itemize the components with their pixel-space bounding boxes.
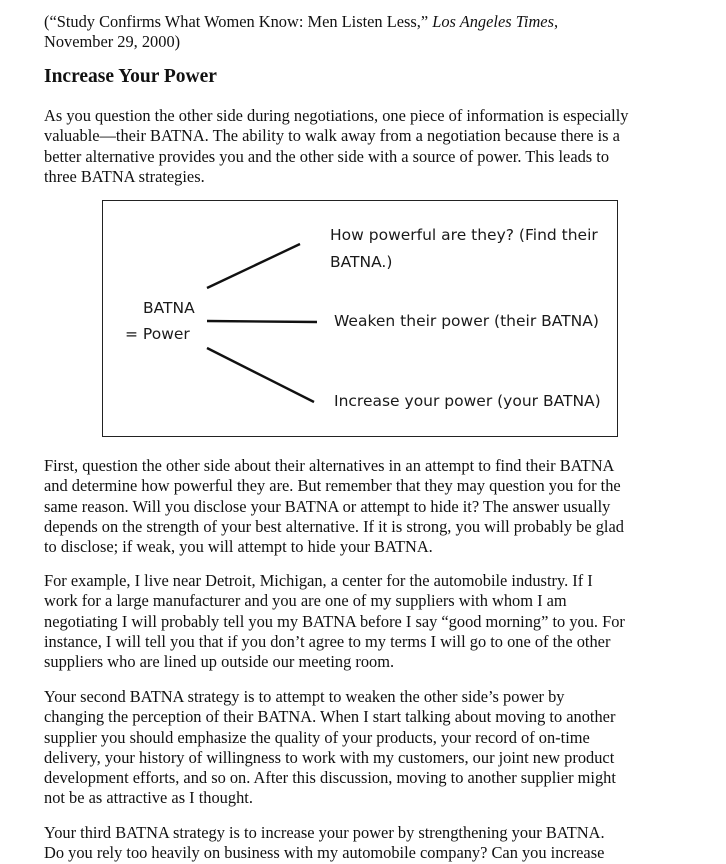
paragraph-line: suppliers who are lined up outside our meeting room. — [44, 652, 395, 672]
paragraph-line: supplier you should emphasize the quality of your products, your record of on-time — [44, 727, 590, 747]
intro-line: better alternative provides you and the other side with a source of power. This leads to — [44, 146, 610, 166]
citation-title: (“Study Confirms What Women Know: Men Listen Less,” — [44, 12, 433, 31]
paragraph-line: delivery, your history of willingness to work with my customers, our joint new product — [44, 747, 615, 767]
intro-line: three BATNA strategies. — [44, 166, 205, 186]
power-label: = Power — [125, 325, 190, 343]
paragraph-2 — [44, 456, 684, 557]
paragraph-line: not be as attractive as I thought. — [44, 788, 253, 808]
branch-top-line2: BATNA.) — [330, 253, 393, 271]
paragraph-line: For example, I live near Detroit, Michigan, a center for the automobile industry. If I — [44, 571, 593, 590]
paragraph-3 — [44, 571, 684, 672]
intro-line: valuable—their BATNA. The ability to walk away from a negotiation because there is a — [44, 126, 620, 146]
citation-line-1 — [44, 12, 684, 32]
paragraph-line: negotiating I will probably tell you my BATNA before I say “good morning” to you. For — [44, 611, 625, 631]
citation-source: Los Angeles Times — [432, 12, 554, 31]
intro-paragraph — [44, 106, 684, 187]
citation — [44, 12, 684, 53]
paragraph-line: same reason. Will you disclose your BATNA or attempt to hide it? The answer usually — [44, 496, 611, 516]
paragraph-line: Your third BATNA strategy is to increase your power by strengthening your BATNA. — [44, 823, 605, 842]
paragraph-line: depends on the strength of your best alternative. If it is strong, you will probably be glad — [44, 516, 624, 536]
connector-top — [207, 244, 300, 288]
branch-middle: Weaken their power (their BATNA) — [334, 312, 599, 330]
paragraph-line: First, question the other side about their alternatives in an attempt to find their BATNA — [44, 456, 615, 475]
paragraph-line: to disclose; if weak, you will attempt to hide your BATNA. — [44, 537, 433, 557]
batna-label: BATNA — [143, 299, 195, 317]
branch-bottom: Increase your power (your BATNA) — [334, 392, 601, 410]
citation-comma: , — [553, 12, 559, 31]
branch-top-line1: How powerful are they? (Find their — [330, 226, 598, 244]
paragraph-line: instance, I will tell you that if you don’t agree to my terms I will go to one of the other — [44, 631, 611, 651]
paragraph-line: and determine how powerful they are. But remember that they may question you for the — [44, 476, 621, 496]
connector-middle — [207, 321, 317, 322]
paragraph-4 — [44, 687, 684, 809]
paragraph-line: changing the perception of their BATNA. When I start talking about moving to another — [44, 707, 616, 727]
citation-date: November 29, 2000) — [44, 32, 181, 52]
section-heading: Increase Your Power — [44, 66, 217, 87]
connector-bottom — [207, 348, 314, 402]
paragraph-line: development efforts, and so on. After this discussion, moving to another supplier might — [44, 768, 616, 788]
paragraph-line: Your second BATNA strategy is to attempt to weaken the other side’s power by — [44, 687, 565, 706]
batna-diagram — [102, 200, 618, 437]
paragraph-line: Do you rely too heavily on business with my automobile company? Can you increase — [44, 843, 605, 863]
paragraph-line: work for a large manufacturer and you are one of my suppliers with whom I am — [44, 591, 567, 611]
intro-line: As you question the other side during negotiations, one piece of information is especially — [44, 106, 629, 125]
